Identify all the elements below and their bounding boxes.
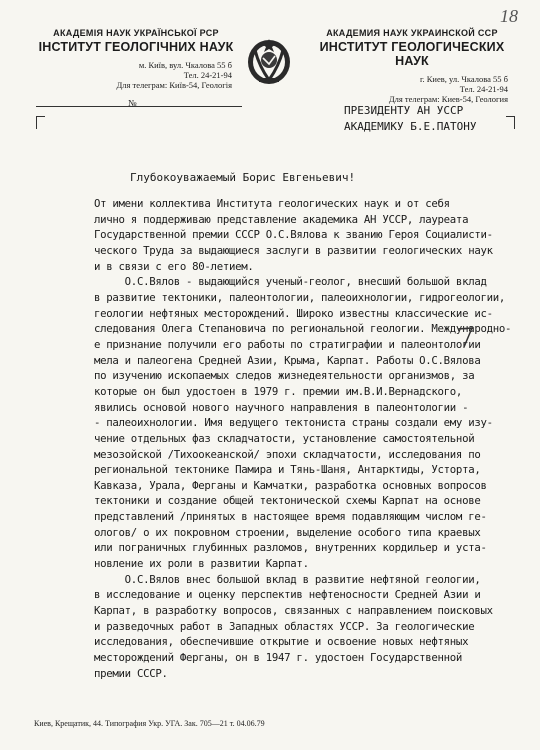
address-line: Тел. 24-21-94 <box>459 84 508 94</box>
body-line: тектоники и создание общей тектонической схемы Карпат на основе <box>94 494 481 508</box>
body-line: е признание получили его работы по стратиграфии и палеонтологии <box>94 337 481 351</box>
letterhead-left-institute: ІНСТИТУТ ГЕОЛОГІЧНИХ НАУК <box>38 40 234 54</box>
body-line: и в связи с его 80-летием. <box>94 259 254 273</box>
printer-footer: Киев, Крещатик, 44. Типография Укр. УГА. Зак. 705—21 т. 04.06.79 <box>34 719 265 728</box>
body-line: - палеоихнологии. Имя ведущего тектониста страны создали ему изу- <box>94 416 493 430</box>
body-line: Государственной премии СССР О.С.Вялова к званию Героя Социалисти- <box>94 228 493 242</box>
body-line: новление их роли в развитии Карпат. <box>94 557 309 571</box>
address-line: г. Киев, ул. Чкалова 55 б <box>419 74 508 84</box>
address-line: Для телеграм: Київ-54, Геологія <box>116 80 232 90</box>
recipient-line: АКАДЕМИКУ Б.Е.ПАТОНУ <box>344 120 477 133</box>
reference-number-label: № <box>128 98 137 108</box>
body-line: которые он был удостоен в 1979 г. премии им.В.И.Вернадского, <box>94 384 463 398</box>
body-line: или пограничных глубинных разломов, внутренних кордильер и уста- <box>94 541 487 555</box>
letterhead-left-org: АКАДЕМІЯ НАУК УКРАЇНСЬКОЇ РСР <box>53 28 219 38</box>
letterhead-right-institute: ИНСТИТУТ ГЕОЛОГИЧЕСКИХ НАУК <box>319 40 505 68</box>
body-line: премии СССР. <box>94 666 168 680</box>
body-line: О.С.Вялов - выдающийся ученый-геолог, внесший большой вклад <box>94 275 487 289</box>
letterhead-left-address <box>36 60 236 90</box>
body-line: мезозойской /Тихоокеанской/ эпохи складчатости, исследования по <box>94 447 481 461</box>
body-line: по изучению ископаемых следов жизнедеятельности организмов, за <box>94 369 475 383</box>
body-line: региональной тектонике Памира и Тянь-Шаня, Антарктиды, Усторта, <box>94 463 481 477</box>
body-line: мела и палеогена Средней Азии, Крыма, Карпат. Работы О.С.Вялова <box>94 353 481 367</box>
body-line: исследования, обеспечившие открытие и освоение новых нефтяных <box>94 635 469 649</box>
body-line: явились основой нового научного направления в палеонтологии - <box>94 400 469 414</box>
body-line: месторождений Ферганы, он в 1947 г. удостоен Государственной <box>94 651 463 665</box>
state-emblem-icon <box>245 36 293 86</box>
letterhead-right-address <box>312 74 512 104</box>
address-line: м. Київ, вул. Чкалова 55 б <box>138 60 232 70</box>
body-line: следования Олега Степановича по региональной геологии. Международно- <box>94 322 512 336</box>
body-line: представлений /принятых в настоящее время подавляющим числом ге- <box>94 510 487 524</box>
body-line: в развитие тектоники, палеонтологии, палеоихнологии, гидрогеологии, <box>94 290 506 304</box>
body-line: О.С.Вялов внес большой вклад в развитие нефтяной геологии, <box>94 572 481 586</box>
body-line: чение отдельных фаз складчатости, установление самостоятельной <box>94 431 475 445</box>
letter-body <box>94 196 534 681</box>
address-corner-mark-right <box>506 116 515 129</box>
body-line: Карпат, в разработку вопросов, связанных с направлением поисковых <box>94 604 493 618</box>
body-line: лично я поддерживаю представление академика АН УССР, лауреата <box>94 212 469 226</box>
handwritten-mark-icon <box>456 325 476 349</box>
body-line: и разведочных работ в Западных областях УССР. За геологические <box>94 619 475 633</box>
reference-number-line <box>36 106 242 107</box>
body-line: ческого Труда за выдающиеся заслуги в развитии геологических наук <box>94 243 493 257</box>
letterhead-right-org: АКАДЕМИЯ НАУК УКРАИНСКОЙ ССР <box>326 28 498 38</box>
body-line: в исследование и оценку перспектив нефтеносности Средней Азии и <box>94 588 481 602</box>
handwritten-page-number: 18 <box>500 6 518 26</box>
body-line: От имени коллектива Института геологических наук и от себя <box>94 197 450 210</box>
body-line: ологов/ о их покровном строении, выделение особого типа краевых <box>94 525 481 539</box>
address-corner-mark-left <box>36 116 45 129</box>
address-line: Для телеграм: Киев-54, Геология <box>388 94 508 104</box>
recipient-line: ПРЕЗИДЕНТУ АН УССР <box>344 104 464 117</box>
recipient-block <box>344 103 476 135</box>
letterhead-right <box>312 28 512 104</box>
body-line: Кавказа, Урала, Ферганы и Камчатки, разработка основных вопросов <box>94 478 487 492</box>
salutation: Глубокоуважаемый Борис Евгеньевич! <box>130 171 356 184</box>
letterhead-left <box>36 28 236 90</box>
body-line: геологии нефтяных месторождений. Широко известны классические ис- <box>94 306 493 320</box>
address-line: Тел. 24-21-94 <box>183 70 232 80</box>
